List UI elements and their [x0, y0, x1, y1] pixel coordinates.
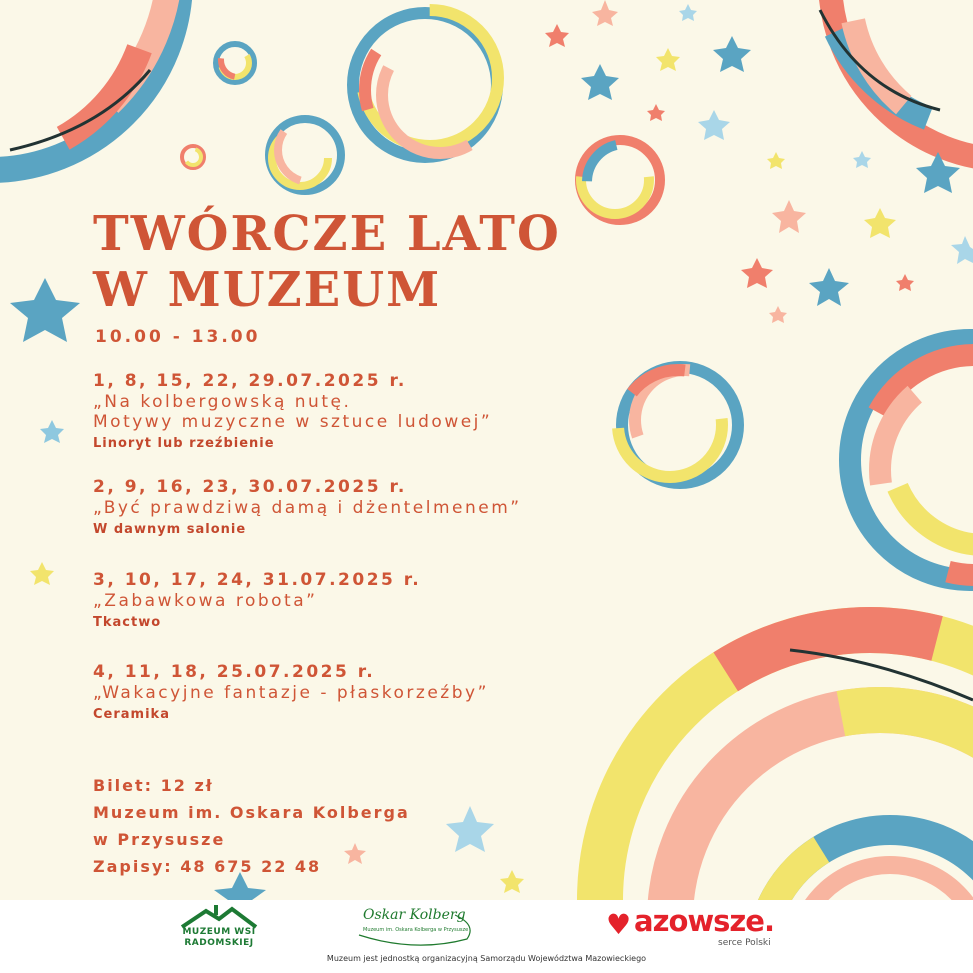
event-name [93, 498, 522, 518]
event-dates: 2, 9, 16, 23, 30.07.2025 r. [93, 477, 407, 497]
title-line-2: W MUZEUM [93, 262, 442, 318]
star-icon [545, 24, 569, 47]
star-icon [656, 48, 680, 71]
event-2 [93, 476, 522, 540]
museum-location: w Przysusze [93, 830, 226, 849]
signup-phone: Zapisy: 48 675 22 48 [93, 857, 322, 876]
star-icon [698, 110, 730, 140]
star-icon [647, 104, 665, 121]
footer-note: Muzeum jest jednostką organizacyjną Samorządu Województwa Mazowieckiego [326, 954, 647, 963]
poster-title [93, 206, 561, 318]
logo-muzeum-kolberga [355, 905, 475, 951]
star-icon [10, 278, 80, 342]
heart-m-icon: ♥ [606, 908, 632, 941]
logo-subtext: Muzeum im. Oskara Kolberga w Przysusze [363, 927, 469, 933]
event-technique: Tkactwo [93, 615, 162, 630]
star-icon [581, 64, 619, 100]
event-name [93, 683, 489, 703]
ring-small-3 [269, 118, 342, 191]
event-name-line: „Być prawdziwą damą i dżentelmenem” [93, 498, 522, 518]
star-icon [679, 4, 697, 21]
event-technique: Ceramika [93, 707, 170, 722]
ring-mid-top [353, 10, 505, 160]
star-icon [592, 0, 618, 26]
info-block [93, 772, 410, 880]
star-icon [809, 268, 849, 306]
star-icon [446, 806, 494, 852]
event-name [93, 392, 492, 432]
star-icon [767, 152, 785, 169]
star-icon [772, 200, 806, 233]
event-4 [93, 661, 489, 725]
event-1 [93, 370, 492, 454]
ring-top-left [0, 0, 180, 170]
opening-hours: 10.00 - 13.00 [95, 327, 261, 347]
star-icon [896, 274, 914, 291]
logo-tagline: serce Polski [718, 938, 771, 948]
event-3 [93, 569, 421, 633]
logo-text: MUZEUM WSI [182, 927, 256, 937]
ring-small-4 [580, 140, 663, 220]
logo-signature: Oskar Kolberg [363, 907, 466, 923]
museum-name: Muzeum im. Oskara Kolberga [93, 803, 410, 822]
title-line-1: TWÓRCZE LATO [93, 206, 561, 262]
ring-small-2 [182, 146, 204, 168]
ring-mid-right [618, 367, 738, 486]
star-icon [951, 236, 973, 264]
event-name-line: „Zabawkowa robota” [93, 591, 318, 611]
house-roof-icon [178, 905, 260, 929]
ring-top-right [820, 0, 973, 160]
event-technique: W dawnym salonie [93, 522, 247, 537]
star-icon [864, 208, 896, 238]
event-name-line: „Na kolbergowską nutę. [93, 392, 352, 412]
ring-small-1 [216, 43, 255, 82]
logo-muzeum-wsi-radomskiej [178, 905, 260, 955]
event-name-line: Motywy muzyczne w sztuce ludowej” [93, 412, 493, 432]
star-icon [500, 870, 524, 893]
logo-word: azowsze. [634, 904, 774, 938]
event-technique: Linoryt lub rzeźbienie [93, 436, 275, 451]
star-icon [30, 562, 54, 585]
star-icon [40, 420, 64, 443]
logo-text: RADOMSKIEJ [184, 938, 254, 948]
star-icon [769, 306, 787, 323]
footer [0, 900, 973, 973]
event-name [93, 591, 421, 611]
event-dates: 1, 8, 15, 22, 29.07.2025 r. [93, 371, 407, 391]
star-icon [713, 36, 751, 72]
event-dates: 3, 10, 17, 24, 31.07.2025 r. [93, 570, 422, 590]
event-name-line: „Wakacyjne fantazje - płaskorzeźby” [93, 683, 489, 703]
logo-mazowsze [606, 904, 806, 954]
ring-right [850, 340, 973, 580]
event-dates: 4, 11, 18, 25.07.2025 r. [93, 662, 376, 682]
ring-bottom-right [600, 630, 973, 900]
star-icon [853, 151, 871, 168]
signature-swash-icon [355, 905, 475, 951]
star-icon [741, 258, 773, 288]
ticket-price: Bilet: 12 zł [93, 776, 214, 795]
